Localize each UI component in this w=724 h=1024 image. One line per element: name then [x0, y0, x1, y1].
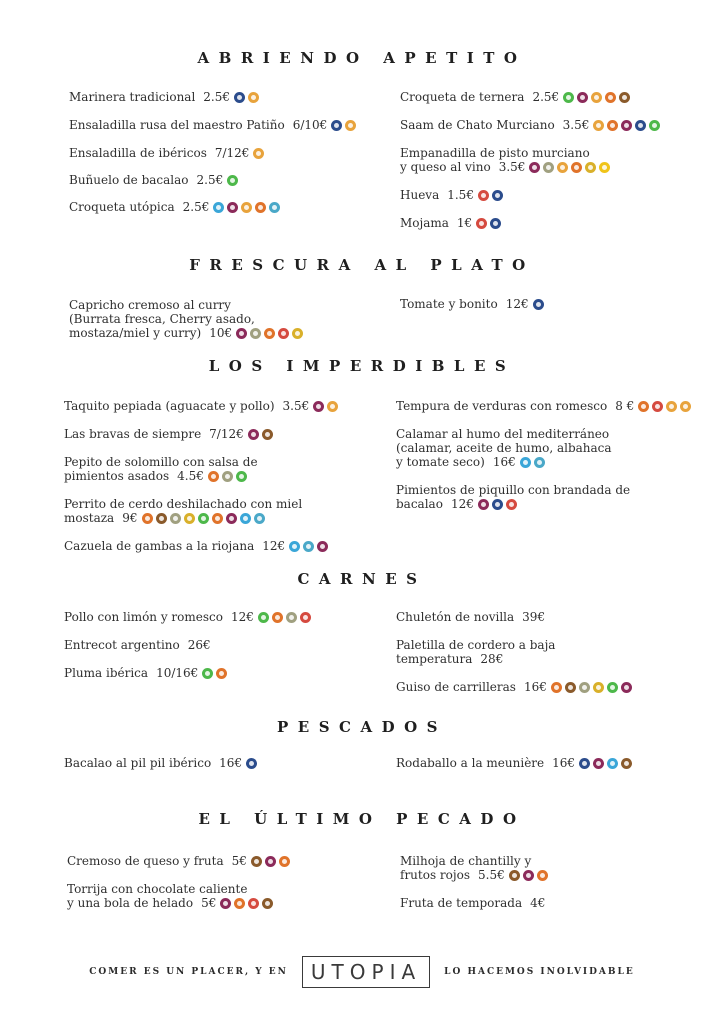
menu-item-price: 8 € [615, 399, 635, 413]
peanut-allergen-icon [565, 682, 576, 693]
sesame-allergen-icon [250, 328, 261, 339]
menu-item-price: 9€ [122, 511, 138, 525]
crust-allergen-icon [278, 328, 289, 339]
menu-item-name-text: Croqueta de ternera [400, 90, 525, 104]
menu-item-price: 3.5€ [498, 160, 526, 174]
menu-item [400, 188, 503, 202]
menu-item-price: 3.5€ [282, 399, 310, 413]
footer-left-text: COMER ES UN PLACER, Y EN [89, 967, 288, 977]
section-title-los-imperdibles: LOS IMPERDIBLES [208, 357, 516, 375]
menu-item-name-text: Pollo con limón y romesco [64, 610, 223, 624]
menu-item-price: 1€ [456, 216, 473, 230]
allergen-icons [234, 92, 259, 103]
allergen-icons [253, 148, 264, 159]
gluten-allergen-icon [327, 401, 338, 412]
allergen-icons [246, 758, 257, 769]
section-title-carnes: CARNES [297, 570, 427, 588]
peanut-allergen-icon [251, 856, 262, 867]
menu-item-price: 28€ [480, 652, 504, 666]
peanut-allergen-icon [619, 92, 630, 103]
menu-item-name-text: Fruta de temporada [400, 896, 523, 910]
menu-item [67, 882, 273, 910]
menu-item-name [64, 469, 258, 483]
menu-item-price: 4€ [530, 896, 546, 910]
menu-item-price: 3.5€ [562, 118, 590, 132]
menu-item-name-text: Taquito pepiada (aguacate y pollo) [64, 399, 275, 413]
celery-allergen-icon [258, 612, 269, 623]
allergen-icons [202, 668, 227, 679]
fish-allergen-icon [579, 758, 590, 769]
milk-allergen-icon [607, 758, 618, 769]
menu-item-name-text: Bacalao al pil pil ibérico [64, 756, 212, 770]
menu-item [400, 90, 630, 104]
menu-item-name-text: Pluma ibérica [64, 666, 149, 680]
fish-allergen-icon [533, 299, 544, 310]
menu-item-name: Perrito de cerdo deshilachado con miel [64, 497, 303, 511]
mustard-allergen-icon [292, 328, 303, 339]
crust-allergen-icon [248, 898, 259, 909]
allergen-icons [248, 429, 273, 440]
sulph-allergen-icon [529, 162, 540, 173]
menu-item-name [400, 297, 544, 311]
milk-allergen-icon [520, 457, 531, 468]
peanut-allergen-icon [156, 513, 167, 524]
fish-allergen-icon [246, 758, 257, 769]
menu-item [64, 455, 258, 483]
menu-item-price: 39€ [522, 610, 546, 624]
gluten-allergen-icon [253, 148, 264, 159]
menu-item-name [400, 160, 610, 174]
menu-item-name [64, 399, 338, 413]
menu-item-name [64, 511, 302, 525]
lupin-allergen-icon [571, 162, 582, 173]
menu-item-price: 1.5€ [447, 188, 474, 202]
lupin-allergen-icon [255, 202, 266, 213]
menu-item-name: Torrija con chocolate caliente [67, 882, 248, 896]
menu-item [400, 896, 545, 910]
sulph-allergen-icon [226, 513, 237, 524]
menu-item-name [69, 200, 280, 214]
footer [0, 956, 724, 988]
allergen-icons [509, 870, 548, 881]
menu-item-name [67, 854, 290, 868]
menu-item-name [400, 90, 630, 104]
allergen-icons [551, 682, 632, 693]
egg-allergen-icon [599, 162, 610, 173]
menu-item-name-text: Las bravas de siempre [64, 427, 202, 441]
sulph-allergen-icon [248, 429, 259, 440]
menu-item [64, 666, 227, 680]
menu-item [69, 173, 238, 187]
menu-item-name [396, 399, 691, 413]
allergen-icons [533, 299, 544, 310]
menu-item [69, 146, 264, 160]
footer-right-text: LO HACEMOS INOLVIDABLE [444, 967, 635, 977]
menu-item-name-text: y tomate seco) [396, 455, 485, 469]
menu-item-name: Pepito de solomillo con salsa de [64, 455, 258, 469]
menu-item-name [69, 118, 356, 132]
fish-allergen-icon [490, 218, 501, 229]
menu-item-price: 16€ [219, 756, 243, 770]
menu-item-name [400, 188, 503, 202]
crust-allergen-icon [300, 612, 311, 623]
fish-allergen-icon [331, 120, 342, 131]
celery-allergen-icon [227, 175, 238, 186]
menu-item-name-text: Tempura de verduras con romesco [396, 399, 608, 413]
menu-item [396, 638, 555, 666]
allergen-icons [313, 401, 338, 412]
menu-item [64, 497, 302, 525]
menu-item-price: 10€ [209, 326, 233, 340]
menu-item-price: 5€ [201, 896, 217, 910]
menu-item-name [64, 638, 211, 652]
lupin-allergen-icon [551, 682, 562, 693]
allergen-icons [227, 175, 238, 186]
menu-item-name [396, 497, 630, 511]
lupin-allergen-icon [272, 612, 283, 623]
fish-allergen-icon [635, 120, 646, 131]
menu-item-price: 12€ [262, 539, 286, 553]
menu-item [64, 399, 338, 413]
allergen-icons [478, 190, 503, 201]
menu-item [64, 638, 211, 652]
menu-item-price: 26€ [187, 638, 211, 652]
menu-item-price: 4.5€ [177, 469, 204, 483]
gluten-allergen-icon [680, 401, 691, 412]
allergen-icons [289, 541, 328, 552]
celery-allergen-icon [202, 668, 213, 679]
mustard-allergen-icon [184, 513, 195, 524]
menu-item-name-text: Guiso de carrilleras [396, 680, 516, 694]
menu-item-name-text: Buñuelo de bacalao [69, 173, 189, 187]
sesame-allergen-icon [543, 162, 554, 173]
menu-item-price: 10/16€ [156, 666, 199, 680]
menu-item-name [400, 216, 501, 230]
menu-item-name-text: Rodaballo a la meunière [396, 756, 545, 770]
utopia-logo: UTOPIA [302, 956, 430, 988]
menu-item-name: Capricho cremoso al curry [69, 298, 231, 312]
lupin-allergen-icon [605, 92, 616, 103]
lupin-allergen-icon [212, 513, 223, 524]
lupin-allergen-icon [142, 513, 153, 524]
milk-allergen-icon [240, 513, 251, 524]
celery-allergen-icon [563, 92, 574, 103]
sesame-allergen-icon [286, 612, 297, 623]
menu-item-name-text: Cremoso de queso y fruta [67, 854, 224, 868]
menu-item [400, 297, 544, 311]
menu-item [396, 610, 545, 624]
lupin-allergen-icon [279, 856, 290, 867]
menu-item-name-text: Mojama [400, 216, 449, 230]
menu-item-name-text: Tomate y bonito [400, 297, 498, 311]
gluten-allergen-icon [248, 92, 259, 103]
sesame-allergen-icon [222, 471, 233, 482]
sulph-allergen-icon [523, 870, 534, 881]
menu-item [64, 539, 328, 553]
fish-allergen-icon [492, 190, 503, 201]
allergen-icons [208, 471, 247, 482]
menu-item-name-text: bacalao [396, 497, 443, 511]
lupin-allergen-icon [208, 471, 219, 482]
peanut-allergen-icon [262, 429, 273, 440]
menu-item-name-text: Ensaladilla rusa del maestro Patiño [69, 118, 285, 132]
allergen-icons [142, 513, 265, 524]
menu-item-name-text: Marinera tradicional [69, 90, 196, 104]
menu-item-price: 7/12€ [209, 427, 244, 441]
mustard-allergen-icon [593, 682, 604, 693]
allergen-icons [220, 898, 273, 909]
mollusc-allergen-icon [269, 202, 280, 213]
sulph-allergen-icon [621, 120, 632, 131]
menu-item-price: 12€ [505, 297, 529, 311]
menu-item-name: Empanadilla de pisto murciano [400, 146, 590, 160]
menu-item-name [69, 326, 303, 340]
menu-item [64, 610, 311, 624]
menu-item-name: Pimientos de piquillo con brandada de [396, 483, 631, 497]
menu-item [400, 216, 501, 230]
menu-item-name-text: mostaza [64, 511, 115, 525]
lupin-allergen-icon [638, 401, 649, 412]
menu-item-price: 2.5€ [182, 200, 210, 214]
menu-item [64, 427, 273, 441]
menu-item-name-text: frutos rojos [400, 868, 470, 882]
menu-item-name: (Burrata fresca, Cherry asado, [69, 312, 255, 326]
mollusc-allergen-icon [303, 541, 314, 552]
celery-allergen-icon [607, 682, 618, 693]
sulph-allergen-icon [236, 328, 247, 339]
menu-item-name [69, 173, 238, 187]
menu-item [69, 298, 303, 340]
sesame-allergen-icon [170, 513, 181, 524]
gluten-allergen-icon [593, 120, 604, 131]
menu-item-name-text: Cazuela de gambas a la riojana [64, 539, 255, 553]
allergen-icons [331, 120, 356, 131]
menu-item [396, 483, 630, 511]
crust-allergen-icon [506, 499, 517, 510]
menu-item-name [400, 868, 548, 882]
allergen-icons [478, 499, 517, 510]
menu-item-name-text: Ensaladilla de ibéricos [69, 146, 207, 160]
gluten-allergen-icon [241, 202, 252, 213]
milk-allergen-icon [289, 541, 300, 552]
menu-item-name [69, 146, 264, 160]
menu-item-price: 5.5€ [478, 868, 505, 882]
menu-item [64, 756, 257, 770]
menu-item-name-text: pimientos asados [64, 469, 170, 483]
crust-allergen-icon [476, 218, 487, 229]
menu-item [396, 399, 691, 413]
crust-allergen-icon [652, 401, 663, 412]
menu-item [396, 680, 632, 694]
crust-allergen-icon [478, 190, 489, 201]
gluten-allergen-icon [345, 120, 356, 131]
lupin-allergen-icon [607, 120, 618, 131]
menu-item-name-text: Croqueta utópica [69, 200, 175, 214]
menu-item-price: 12€ [450, 497, 474, 511]
sulph-allergen-icon [621, 682, 632, 693]
sulph-allergen-icon [220, 898, 231, 909]
menu-item [69, 90, 259, 104]
menu-item-price: 6/10€ [292, 118, 328, 132]
menu-item-name: Calamar al humo del mediterráneo [396, 427, 610, 441]
allergen-icons [476, 218, 501, 229]
menu-item-name [64, 610, 311, 624]
menu-item-name-text: Entrecot argentino [64, 638, 180, 652]
peanut-allergen-icon [262, 898, 273, 909]
allergen-icons [520, 457, 545, 468]
allergen-icons [579, 758, 632, 769]
menu-item [400, 854, 548, 882]
menu-item-price: 2.5€ [532, 90, 560, 104]
lupin-allergen-icon [537, 870, 548, 881]
gluten-allergen-icon [591, 92, 602, 103]
menu-item [396, 756, 632, 770]
allergen-icons [258, 612, 311, 623]
gluten-allergen-icon [557, 162, 568, 173]
menu-item [396, 427, 612, 469]
celery-allergen-icon [236, 471, 247, 482]
menu-item [400, 118, 660, 132]
menu-item-name [69, 90, 259, 104]
menu-item [400, 146, 610, 174]
menu-item-price: 16€ [552, 756, 576, 770]
menu-item-price: 16€ [492, 455, 516, 469]
allergen-icons [638, 401, 691, 412]
gluten-allergen-icon [666, 401, 677, 412]
menu-item-name: (calamar, aceite de humo, albahaca [396, 441, 612, 455]
menu-item-price: 2.5€ [203, 90, 231, 104]
sulph-allergen-icon [313, 401, 324, 412]
menu-item-name [67, 896, 273, 910]
celery-allergen-icon [198, 513, 209, 524]
mollusc-allergen-icon [254, 513, 265, 524]
sulph-allergen-icon [265, 856, 276, 867]
menu-item-name: Milhoja de chantilly y [400, 854, 532, 868]
menu-item-price: 7/12€ [214, 146, 250, 160]
menu-item-name [400, 118, 660, 132]
allergen-icons [593, 120, 660, 131]
sulph-allergen-icon [317, 541, 328, 552]
sulph-allergen-icon [577, 92, 588, 103]
sulph-allergen-icon [478, 499, 489, 510]
allergen-icons [529, 162, 610, 173]
peanut-allergen-icon [509, 870, 520, 881]
section-title-pescados: PESCADOS [276, 718, 448, 736]
fish-allergen-icon [234, 92, 245, 103]
menu-item-name [396, 610, 545, 624]
fish-allergen-icon [492, 499, 503, 510]
sulph-allergen-icon [227, 202, 238, 213]
menu-item-name-text: Hueva [400, 188, 440, 202]
menu-item-name [64, 427, 273, 441]
menu-item-name-text: Saam de Chato Murciano [400, 118, 555, 132]
menu-item-name [400, 896, 545, 910]
menu-item [69, 118, 356, 132]
menu-item-name [396, 680, 632, 694]
menu-item-name-text: y queso al vino [400, 160, 491, 174]
sulph-allergen-icon [593, 758, 604, 769]
celery-allergen-icon [649, 120, 660, 131]
menu-item-name [64, 539, 328, 553]
menu-item-price: 12€ [230, 610, 254, 624]
menu-item [67, 854, 290, 868]
sesame-allergen-icon [579, 682, 590, 693]
mustard-allergen-icon [585, 162, 596, 173]
menu-item-name-text: Chuletón de novilla [396, 610, 515, 624]
menu-item-name-text: y una bola de helado [67, 896, 194, 910]
menu-item-price: 16€ [523, 680, 547, 694]
menu-item-name-text: temperatura [396, 652, 473, 666]
lupin-allergen-icon [234, 898, 245, 909]
menu-item-name [396, 652, 555, 666]
allergen-icons [563, 92, 630, 103]
lupin-allergen-icon [216, 668, 227, 679]
section-title-el-ultimo-pecado: EL ÚLTIMO PECADO [198, 810, 526, 828]
menu-item-name [396, 756, 632, 770]
menu-item-name [64, 666, 227, 680]
section-title-frescura-al-plato: FRESCURA AL PLATO [189, 256, 535, 274]
menu-item-price: 5€ [231, 854, 247, 868]
menu-item [69, 200, 280, 214]
peanut-allergen-icon [621, 758, 632, 769]
menu-item-name [396, 455, 612, 469]
section-title-abriendo-apetito: ABRIENDO APETITO [197, 49, 527, 67]
allergen-icons [251, 856, 290, 867]
allergen-icons [213, 202, 280, 213]
menu-item-name: Paletilla de cordero a baja [396, 638, 556, 652]
allergen-icons [236, 328, 303, 339]
menu-item-price: 2.5€ [196, 173, 224, 187]
mollusc-allergen-icon [534, 457, 545, 468]
milk-allergen-icon [213, 202, 224, 213]
menu-item-name [64, 756, 257, 770]
lupin-allergen-icon [264, 328, 275, 339]
menu-item-name-text: mostaza/miel y curry) [69, 326, 202, 340]
